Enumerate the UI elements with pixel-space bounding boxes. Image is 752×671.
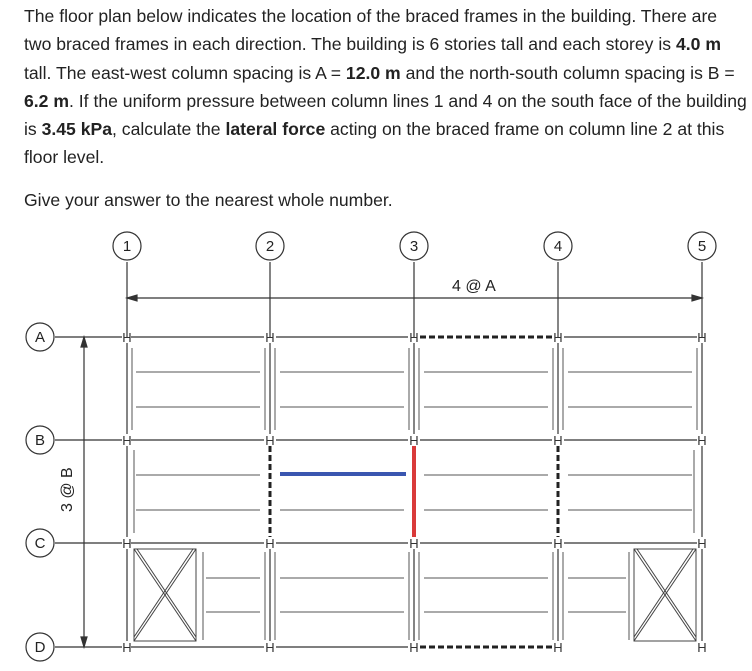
row-label-A: A — [34, 329, 46, 346]
lateral-force-emphasis: lateral force — [225, 119, 326, 140]
row-label-B: B — [34, 432, 46, 449]
storey-height-value: 4.0 m — [675, 34, 721, 55]
svg-text:H: H — [122, 536, 132, 551]
svg-text:H: H — [409, 330, 419, 345]
svg-text:H: H — [697, 433, 707, 448]
svg-text:H: H — [409, 536, 419, 551]
svg-text:H: H — [553, 330, 563, 345]
svg-text:H: H — [122, 640, 132, 655]
ew-dimension-label: 4 @ A — [452, 278, 496, 295]
svg-text:H: H — [265, 536, 275, 551]
ns-dimension-label: 3 @ B — [59, 467, 76, 512]
svg-text:H: H — [553, 536, 563, 551]
svg-text:H: H — [409, 433, 419, 448]
grid-label-4: 4 — [553, 238, 563, 255]
spacing-a-value: 12.0 m — [345, 62, 401, 83]
pressure-value: 3.45 kPa — [41, 119, 113, 140]
grid-label-1: 1 — [122, 238, 132, 255]
column-marker: H — [122, 330, 132, 345]
instruction-text: Give your answer to the nearest whole number. — [24, 190, 393, 210]
grid-label-5: 5 — [697, 238, 707, 255]
ns-arrow-bottom — [81, 637, 87, 647]
svg-text:H: H — [697, 536, 707, 551]
row-label-C: C — [34, 535, 46, 552]
svg-text:H: H — [553, 640, 563, 655]
grid-label-3: 3 — [409, 238, 419, 255]
question-text: The floor plan below indicates the location of the braced frames in the building. There are two braced frames in each direction. The building is 6 stories tall and each storey is 4.0 m tall. The east-west column spacing is A = 12.0 m and the north-south column spacing is B = 6.2 m. If the uniform pressure between column lines 1 and 4 on the south face of the building is 3.45 kPa, calculate the lateral force acting on the braced frame on column line 2 at this floor level. — [24, 6, 747, 168]
ew-arrow-left — [127, 295, 137, 301]
svg-text:H: H — [265, 330, 275, 345]
svg-text:H: H — [265, 433, 275, 448]
svg-text:H: H — [122, 433, 132, 448]
grid-label-2: 2 — [265, 238, 275, 255]
ew-arrow-right — [692, 295, 702, 301]
svg-text:H: H — [553, 433, 563, 448]
svg-text:H: H — [697, 640, 707, 655]
row-label-D: D — [34, 639, 46, 656]
svg-text:H: H — [409, 640, 419, 655]
svg-text:H: H — [697, 330, 707, 345]
ns-arrow-top — [81, 337, 87, 347]
svg-text:H: H — [265, 640, 275, 655]
spacing-b-value: 6.2 m — [24, 90, 69, 111]
